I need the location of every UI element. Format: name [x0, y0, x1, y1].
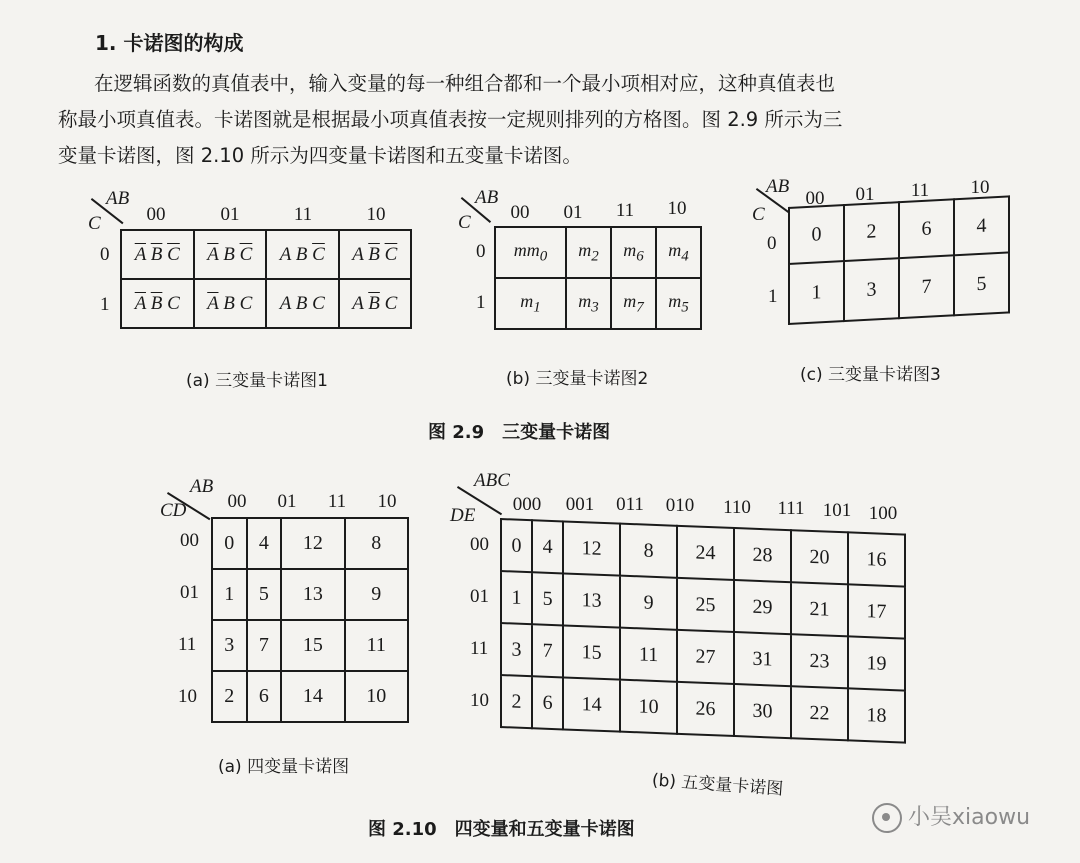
row-header: 01	[470, 586, 489, 607]
col-header: 01	[277, 491, 297, 512]
cell-index: 31	[734, 632, 791, 686]
minterm-cell: $m_1$	[495, 278, 566, 329]
figure-caption: (b) 三变量卡诺图2	[506, 369, 649, 389]
kmap-grid	[500, 518, 906, 744]
kmap-grid	[788, 195, 1010, 325]
cell-index: 28	[734, 528, 791, 582]
minterm-cell: A B $\overline{C}$	[266, 230, 339, 279]
cell-index: 7	[899, 255, 954, 318]
row-header: 00	[470, 534, 489, 555]
cell-index: 12	[281, 518, 344, 569]
cell-index: 1	[501, 571, 532, 624]
cell-index: 30	[734, 684, 791, 738]
cell-index: 12	[563, 521, 620, 575]
col-header: 111	[777, 498, 805, 519]
cell-index: 0	[789, 205, 844, 264]
cell-index: 29	[734, 580, 791, 634]
cell-index: 7	[532, 624, 563, 677]
cell-index: 21	[791, 582, 848, 636]
minterm-cell: $m_2$	[566, 227, 611, 278]
kmap-grid	[494, 226, 702, 330]
col-header: 10	[377, 491, 397, 512]
cell-index: 14	[281, 671, 344, 722]
col-var-label: AB	[106, 188, 130, 209]
cell-index: 13	[281, 569, 344, 620]
col-header: 10	[970, 177, 990, 198]
watermark	[872, 800, 1030, 833]
paragraph-line-1: 在逻辑函数的真值表中，输入变量的每一种组合都和一个最小项相对应，这种真值表也	[94, 72, 836, 95]
col-header: 01	[563, 202, 583, 223]
figure-caption: (c) 三变量卡诺图3	[800, 365, 941, 385]
minterm-cell: $m_5$	[656, 278, 701, 329]
cell-index: 6	[899, 199, 954, 258]
cell-index: 9	[345, 569, 408, 620]
row-var-label: C	[752, 204, 765, 225]
row-var-label: DE	[450, 505, 476, 526]
minterm-cell: $\overline{A}$ $\overline{B}$ $\overline{C}$	[121, 230, 194, 279]
cell-index: 11	[345, 620, 408, 671]
kmap-grid	[211, 517, 409, 723]
col-header: 110	[723, 497, 751, 518]
figure-caption: (a) 四变量卡诺图	[218, 757, 350, 777]
row-header: 10	[178, 686, 197, 707]
col-header: 00	[805, 188, 825, 209]
col-header: 00	[510, 202, 530, 223]
cell-index: 0	[212, 518, 247, 569]
cell-index: 15	[281, 620, 344, 671]
cell-index: 24	[677, 526, 734, 580]
kmap-grid	[120, 229, 412, 329]
col-header: 001	[565, 494, 595, 515]
cell-index: 10	[620, 680, 677, 734]
cell-index: 1	[212, 569, 247, 620]
cell-index: 2	[212, 671, 247, 722]
col-header: 01	[220, 204, 240, 225]
minterm-cell: $mm_0$	[495, 227, 566, 278]
minterm-cell: $\overline{A}$ B $\overline{C}$	[194, 230, 267, 279]
cell-index: 25	[677, 578, 734, 632]
cell-index: 22	[791, 686, 848, 740]
row-header: 1	[100, 294, 110, 315]
body-paragraph	[58, 66, 1068, 174]
cell-index: 15	[563, 625, 620, 679]
col-header: 100	[868, 503, 898, 524]
col-header: 11	[293, 204, 313, 225]
figure-caption: (b) 五变量卡诺图	[651, 770, 784, 800]
minterm-cell: $m_4$	[656, 227, 701, 278]
cell-index: 1	[789, 261, 844, 324]
col-header: 11	[910, 180, 930, 201]
cell-index: 19	[848, 636, 905, 690]
row-header: 01	[180, 582, 199, 603]
col-header: 11	[615, 200, 635, 221]
col-header: 01	[855, 184, 875, 205]
row-header: 1	[768, 286, 778, 307]
cell-index: 4	[532, 520, 563, 573]
row-header: 0	[767, 233, 777, 254]
cell-index: 6	[532, 676, 563, 729]
cell-index: 10	[345, 671, 408, 722]
paragraph-line-3: 变量卡诺图，图 2.10 所示为四变量卡诺图和五变量卡诺图。	[58, 144, 582, 167]
row-header: 1	[476, 292, 486, 313]
row-header: 0	[100, 244, 110, 265]
figure-caption: (a) 三变量卡诺图1	[186, 371, 328, 391]
section-heading: 1. 卡诺图的构成	[95, 31, 244, 55]
cell-index: 13	[563, 573, 620, 627]
col-var-label: AB	[190, 476, 214, 497]
cell-index: 14	[563, 677, 620, 731]
cell-index: 8	[620, 524, 677, 578]
cell-index: 3	[501, 623, 532, 676]
cell-index: 16	[848, 532, 905, 586]
cell-index: 5	[532, 572, 563, 625]
col-header: 10	[667, 198, 687, 219]
paragraph-line-2: 称最小项真值表。卡诺图就是根据最小项真值表按一定规则排列的方格图。图 2.9 所示为三	[58, 108, 843, 131]
figure-title: 图 2.9 三变量卡诺图	[428, 422, 611, 443]
cell-index: 3	[844, 258, 899, 321]
minterm-cell: $m_6$	[611, 227, 656, 278]
cell-index: 9	[620, 576, 677, 630]
row-var-label: CD	[160, 500, 187, 521]
col-header: 10	[366, 204, 386, 225]
minterm-cell: A $\overline{B}$ $\overline{C}$	[339, 230, 412, 279]
col-var-label: AB	[475, 187, 499, 208]
cell-index: 5	[954, 252, 1009, 315]
cell-index: 4	[247, 518, 282, 569]
row-var-label: C	[458, 212, 471, 233]
row-var-label: C	[88, 213, 101, 234]
col-var-label: ABC	[474, 470, 510, 491]
wechat-icon	[872, 803, 902, 833]
col-header: 010	[665, 495, 695, 516]
cell-index: 17	[848, 584, 905, 638]
minterm-cell: $\overline{A}$ $\overline{B}$ C	[121, 279, 194, 328]
col-header: 101	[822, 500, 852, 521]
cell-index: 11	[620, 628, 677, 682]
row-header: 0	[476, 241, 486, 262]
cell-index: 2	[501, 675, 532, 728]
row-header: 11	[470, 638, 489, 659]
cell-index: 3	[212, 620, 247, 671]
cell-index: 0	[501, 519, 532, 572]
cell-index: 26	[677, 682, 734, 736]
row-header: 00	[180, 530, 199, 551]
figure-title: 图 2.10 四变量和五变量卡诺图	[368, 819, 635, 840]
cell-index: 18	[848, 688, 905, 742]
col-header: 000	[512, 494, 542, 515]
minterm-cell: A B C	[266, 279, 339, 328]
minterm-cell: A $\overline{B}$ C	[339, 279, 412, 328]
col-header: 00	[227, 491, 247, 512]
cell-index: 2	[844, 202, 899, 261]
cell-index: 8	[345, 518, 408, 569]
minterm-cell: $m_7$	[611, 278, 656, 329]
row-header: 10	[470, 690, 489, 711]
cell-index: 5	[247, 569, 282, 620]
col-header: 011	[616, 494, 644, 515]
watermark-text: 小吴xiaowu	[908, 805, 1031, 830]
cell-index: 6	[247, 671, 282, 722]
minterm-cell: $m_3$	[566, 278, 611, 329]
cell-index: 23	[791, 634, 848, 688]
col-header: 00	[146, 204, 166, 225]
minterm-cell: $\overline{A}$ B C	[194, 279, 267, 328]
cell-index: 7	[247, 620, 282, 671]
cell-index: 20	[791, 530, 848, 584]
cell-index: 4	[954, 196, 1009, 255]
col-var-label: AB	[766, 176, 790, 197]
row-header: 11	[178, 634, 197, 655]
col-header: 11	[327, 491, 347, 512]
cell-index: 27	[677, 630, 734, 684]
